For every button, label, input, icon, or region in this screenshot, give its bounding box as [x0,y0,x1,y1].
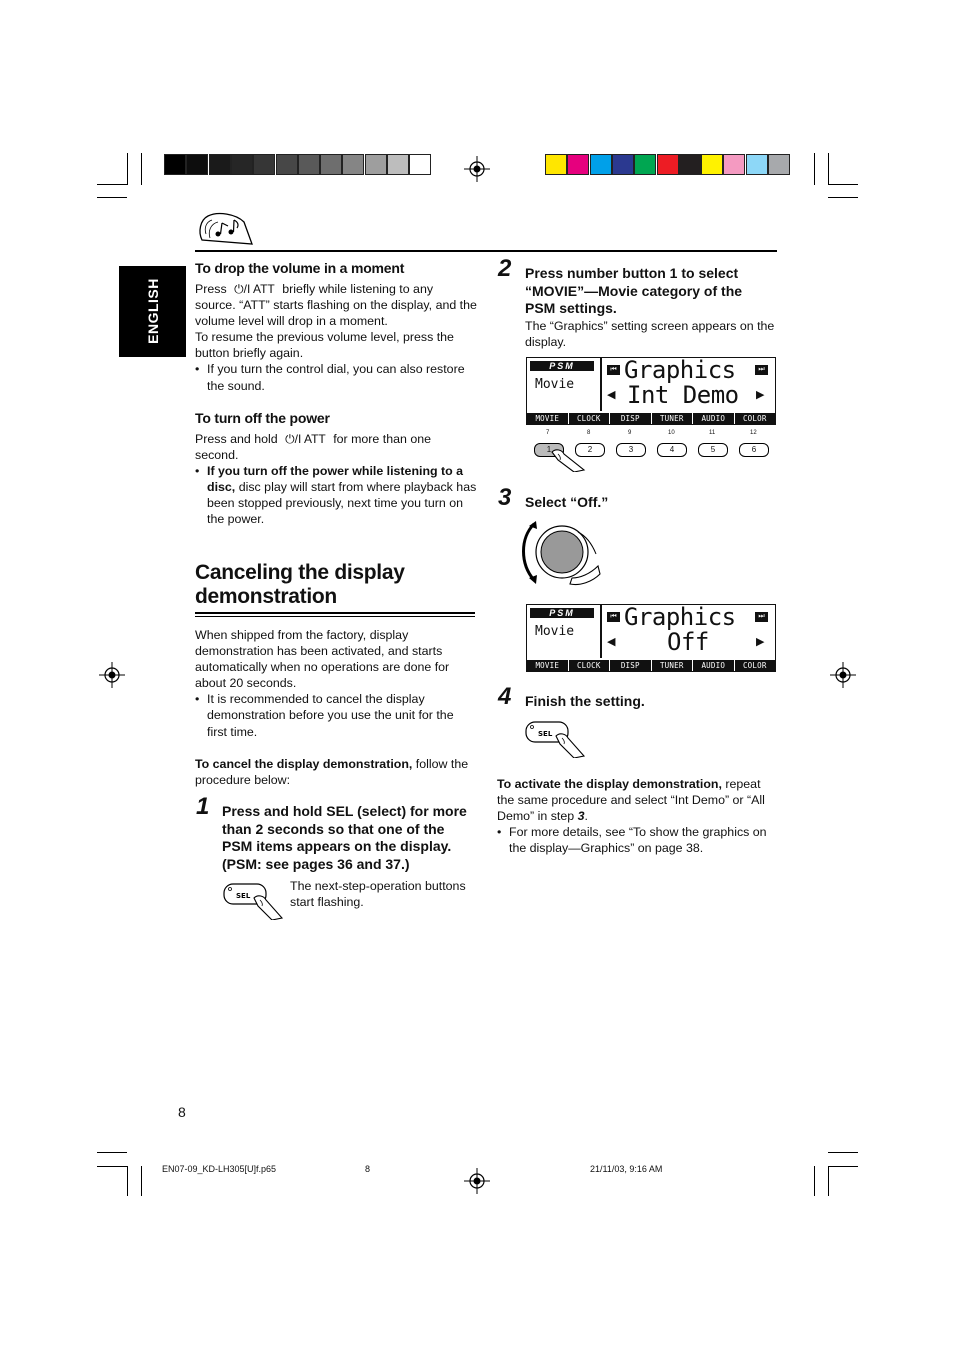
next-icon: ⏭ [755,365,768,375]
turn-off-heading: To turn off the power [195,409,330,426]
right-arrow-icon: ▶ [756,636,765,648]
right-arrow-icon: ▶ [756,389,765,401]
crop-mark [828,1152,858,1153]
registration-mark-icon [830,662,856,688]
number-button-1[interactable]: 1 [534,443,564,457]
crop-mark [828,197,858,198]
prev-icon: ⏮ [607,365,620,375]
drop-volume-bullet: • If you turn the control dial, you can also restore the sound. [195,361,477,393]
crop-mark [814,1166,815,1196]
gray-swatch [253,154,275,175]
gray-swatch [365,154,387,175]
prev-icon: ⏮ [607,612,620,622]
section-title: Canceling the display demonstration [195,561,405,608]
header-rule [195,250,777,252]
svg-text:SEL: SEL [236,892,251,900]
color-swatch [634,154,656,175]
color-swatch [701,154,723,175]
crop-mark [141,1166,142,1196]
number-buttons-row: 7 8 9 10 11 12 1 2 3 4 5 6 [530,430,780,470]
number-button-4[interactable]: 4 [657,443,687,457]
lcd-display [526,604,776,672]
step1-note: The next-step-operation buttons start flashing. [290,879,466,910]
section-title-rule [195,612,475,614]
gray-swatch [320,154,342,175]
lcd-line2: Off [667,628,709,656]
page-number: 8 [178,1104,186,1120]
drop-volume-resume: To resume the previous volume level, press the button briefly again. [195,330,454,361]
lcd-divider [600,358,602,411]
crop-mark [828,153,829,185]
gray-swatch [164,154,186,175]
lcd-display [526,357,776,425]
lcd-category-band: MOVIE CLOCK DISP TUNER AUDIO COLOR [527,660,775,671]
lcd-line1: Graphics [624,603,736,631]
step3-text: Select “Off.” [525,494,609,510]
footer-filename: EN07-09_KD-LH305[U]f.p65 [162,1164,277,1174]
step4-text: Finish the setting. [525,693,645,709]
color-swatch [567,154,589,175]
registration-mark-icon [464,156,490,182]
crop-mark [97,1152,127,1153]
activate-bullet: • For more details, see “To show the graphics on the display—Graphics” on page 38. [497,824,777,856]
sel-button-icon [222,880,284,920]
psm-label: PSM [530,608,594,618]
control-dial-icon [520,518,602,590]
gray-swatch [387,154,409,175]
gray-swatch [298,154,320,175]
number-button-5[interactable]: 5 [698,443,728,457]
number-button-3[interactable]: 3 [616,443,646,457]
power-att-button-symbol: ⏻/I ATT [234,282,275,296]
crop-mark [127,153,128,185]
lcd-line1: Graphics [624,356,736,384]
category-label: Movie [535,377,575,392]
crop-mark [828,1166,858,1167]
color-swatch [679,154,701,175]
crop-mark [814,153,815,185]
color-swatch [590,154,612,175]
power-att-button-symbol: ⏻/I ATT [285,431,326,446]
color-swatch [746,154,768,175]
color-swatch [657,154,679,175]
step2-note: The “Graphics” setting screen appears on the display. [525,319,775,350]
gray-swatch [342,154,364,175]
step2-text: Press number button 1 to select “MOVIE”—Movie category of the PSM settings. [525,265,743,317]
lcd-line2: Int Demo [627,381,739,409]
sel-button-icon [524,718,586,758]
color-swatch [545,154,567,175]
color-swatch [612,154,634,175]
turn-off-paragraph: Press and hold ⏻/I ATT for more than one second. [195,431,431,462]
registration-mark-icon [99,662,125,688]
crop-mark [127,1166,128,1196]
gray-swatch [231,154,253,175]
cancel-bullet: • It is recommended to cancel the display demonstration before you use the unit for the first time. [195,691,471,739]
number-button-6[interactable]: 6 [739,443,769,457]
cancel-intro: When shipped from the factory, display demonstration has been activated, and starts automatically when no operations are done for about 20 seconds. [195,628,450,691]
drop-volume-paragraph: Press ⏻/I ATT briefly while listening to any source. “ATT” starts flashing on the display, and the volume level will drop in a moment. [195,282,477,329]
gray-swatch [186,154,208,175]
step-number: 4 [498,683,512,710]
gray-swatch [409,154,431,175]
crop-mark [828,184,858,185]
footer-timestamp: 21/11/03, 9:16 AM [590,1164,663,1174]
left-arrow-icon: ◀ [607,636,616,648]
category-label: Movie [535,624,575,639]
language-label: ENGLISH [145,278,161,344]
cancel-instruction: To cancel the display demonstration, follow the procedure below: [195,756,469,787]
lcd-divider [600,605,602,658]
turn-off-bullet: • If you turn off the power while listening to a disc, disc play will start from where playback has been stopped previously, next time you turn on the power. [195,463,477,527]
left-arrow-icon: ◀ [607,389,616,401]
footer-file-page: 8 [365,1164,371,1174]
color-swatch [723,154,745,175]
finger-pressing-icon [548,446,588,472]
crop-mark [97,1166,127,1167]
crop-mark [141,153,142,185]
lcd-category-band: MOVIE CLOCK DISP TUNER AUDIO COLOR [527,413,775,424]
gray-swatch [209,154,231,175]
crop-mark [97,197,127,198]
number-button-2[interactable]: 2 [575,443,605,457]
next-icon: ⏭ [755,612,768,622]
step1-text: Press and hold SEL (select) for more than 2 seconds so that one of the PSM items appears on the display. (PSM: see pages 36 and 37.) [222,803,467,872]
drop-volume-heading: To drop the volume in a moment [195,260,405,276]
crop-mark [828,1166,829,1196]
crop-mark [97,184,127,185]
svg-text:SEL: SEL [538,730,553,738]
activate-instruction: To activate the display demonstration, repeat the same procedure and select “Int Demo” or “All Demo” in step 3. [497,777,765,824]
step-number: 3 [498,484,512,511]
music-notes-icon [196,210,254,246]
step-number: 2 [498,255,512,282]
psm-label: PSM [530,361,594,371]
section-title-rule [195,616,475,617]
registration-mark-icon [464,1168,490,1194]
color-swatch [768,154,790,175]
step-number: 1 [196,793,210,820]
language-tab [119,266,186,357]
gray-swatch [276,154,298,175]
